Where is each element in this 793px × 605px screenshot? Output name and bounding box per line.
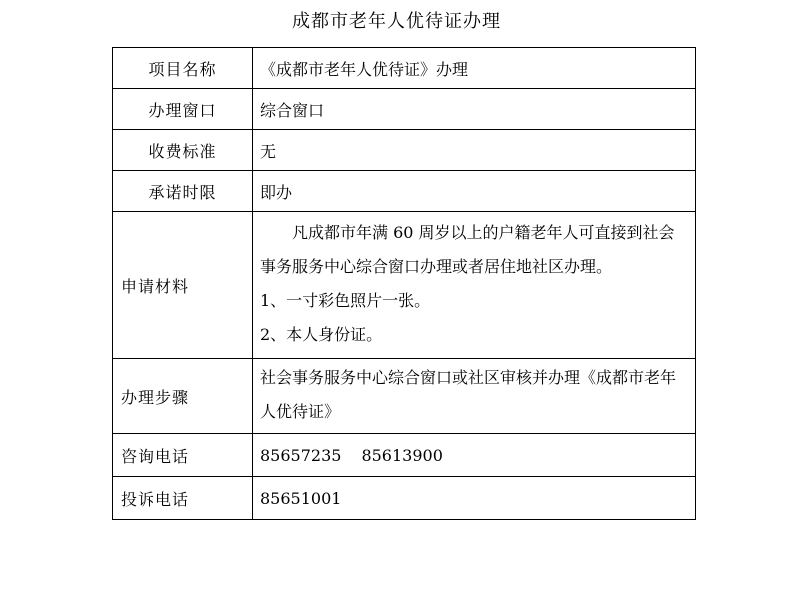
document-title: 成都市老年人优待证办理 <box>292 11 501 32</box>
table-row-complaint-phone <box>113 477 696 520</box>
steps-value: 社会事务服务中心综合窗口或社区审核并办理《成都市老年人优待证》 <box>253 359 696 434</box>
table-row-item-name <box>113 48 696 89</box>
complaint-phone-label: 投诉电话 <box>113 477 253 520</box>
consult-phone-number-2: 85613900 <box>361 445 443 465</box>
window-label: 办理窗口 <box>113 89 253 130</box>
fee-value: 无 <box>253 130 696 171</box>
materials-label: 申请材料 <box>113 212 253 359</box>
table-row-window <box>113 89 696 130</box>
item-name-label: 项目名称 <box>113 48 253 89</box>
table-row-materials <box>113 212 696 359</box>
table-row-time-limit <box>113 171 696 212</box>
fee-label: 收费标准 <box>113 130 253 171</box>
table-row-consult-phone <box>113 434 696 477</box>
steps-label: 办理步骤 <box>113 359 253 434</box>
item-name-value: 《成都市老年人优待证》办理 <box>253 48 696 89</box>
materials-paragraph: 凡成都市年满 60 周岁以上的户籍老年人可直接到社会事务服务中心综合窗口办理或者居住地社区办理。 <box>260 223 675 276</box>
materials-item-id-card: 2、本人身份证。 <box>260 325 383 344</box>
window-value: 综合窗口 <box>253 89 696 130</box>
time-limit-value: 即办 <box>253 171 696 212</box>
service-info-table <box>112 47 696 520</box>
consult-phone-label: 咨询电话 <box>113 434 253 477</box>
materials-item-photo: 1、一寸彩色照片一张。 <box>260 291 431 310</box>
complaint-phone-value: 85651001 <box>253 477 696 520</box>
time-limit-label: 承诺时限 <box>113 171 253 212</box>
consult-phone-value <box>253 434 696 477</box>
materials-value <box>253 212 696 359</box>
consult-phone-number-1: 85657235 <box>260 445 342 465</box>
table-row-steps <box>113 359 696 434</box>
table-row-fee <box>113 130 696 171</box>
